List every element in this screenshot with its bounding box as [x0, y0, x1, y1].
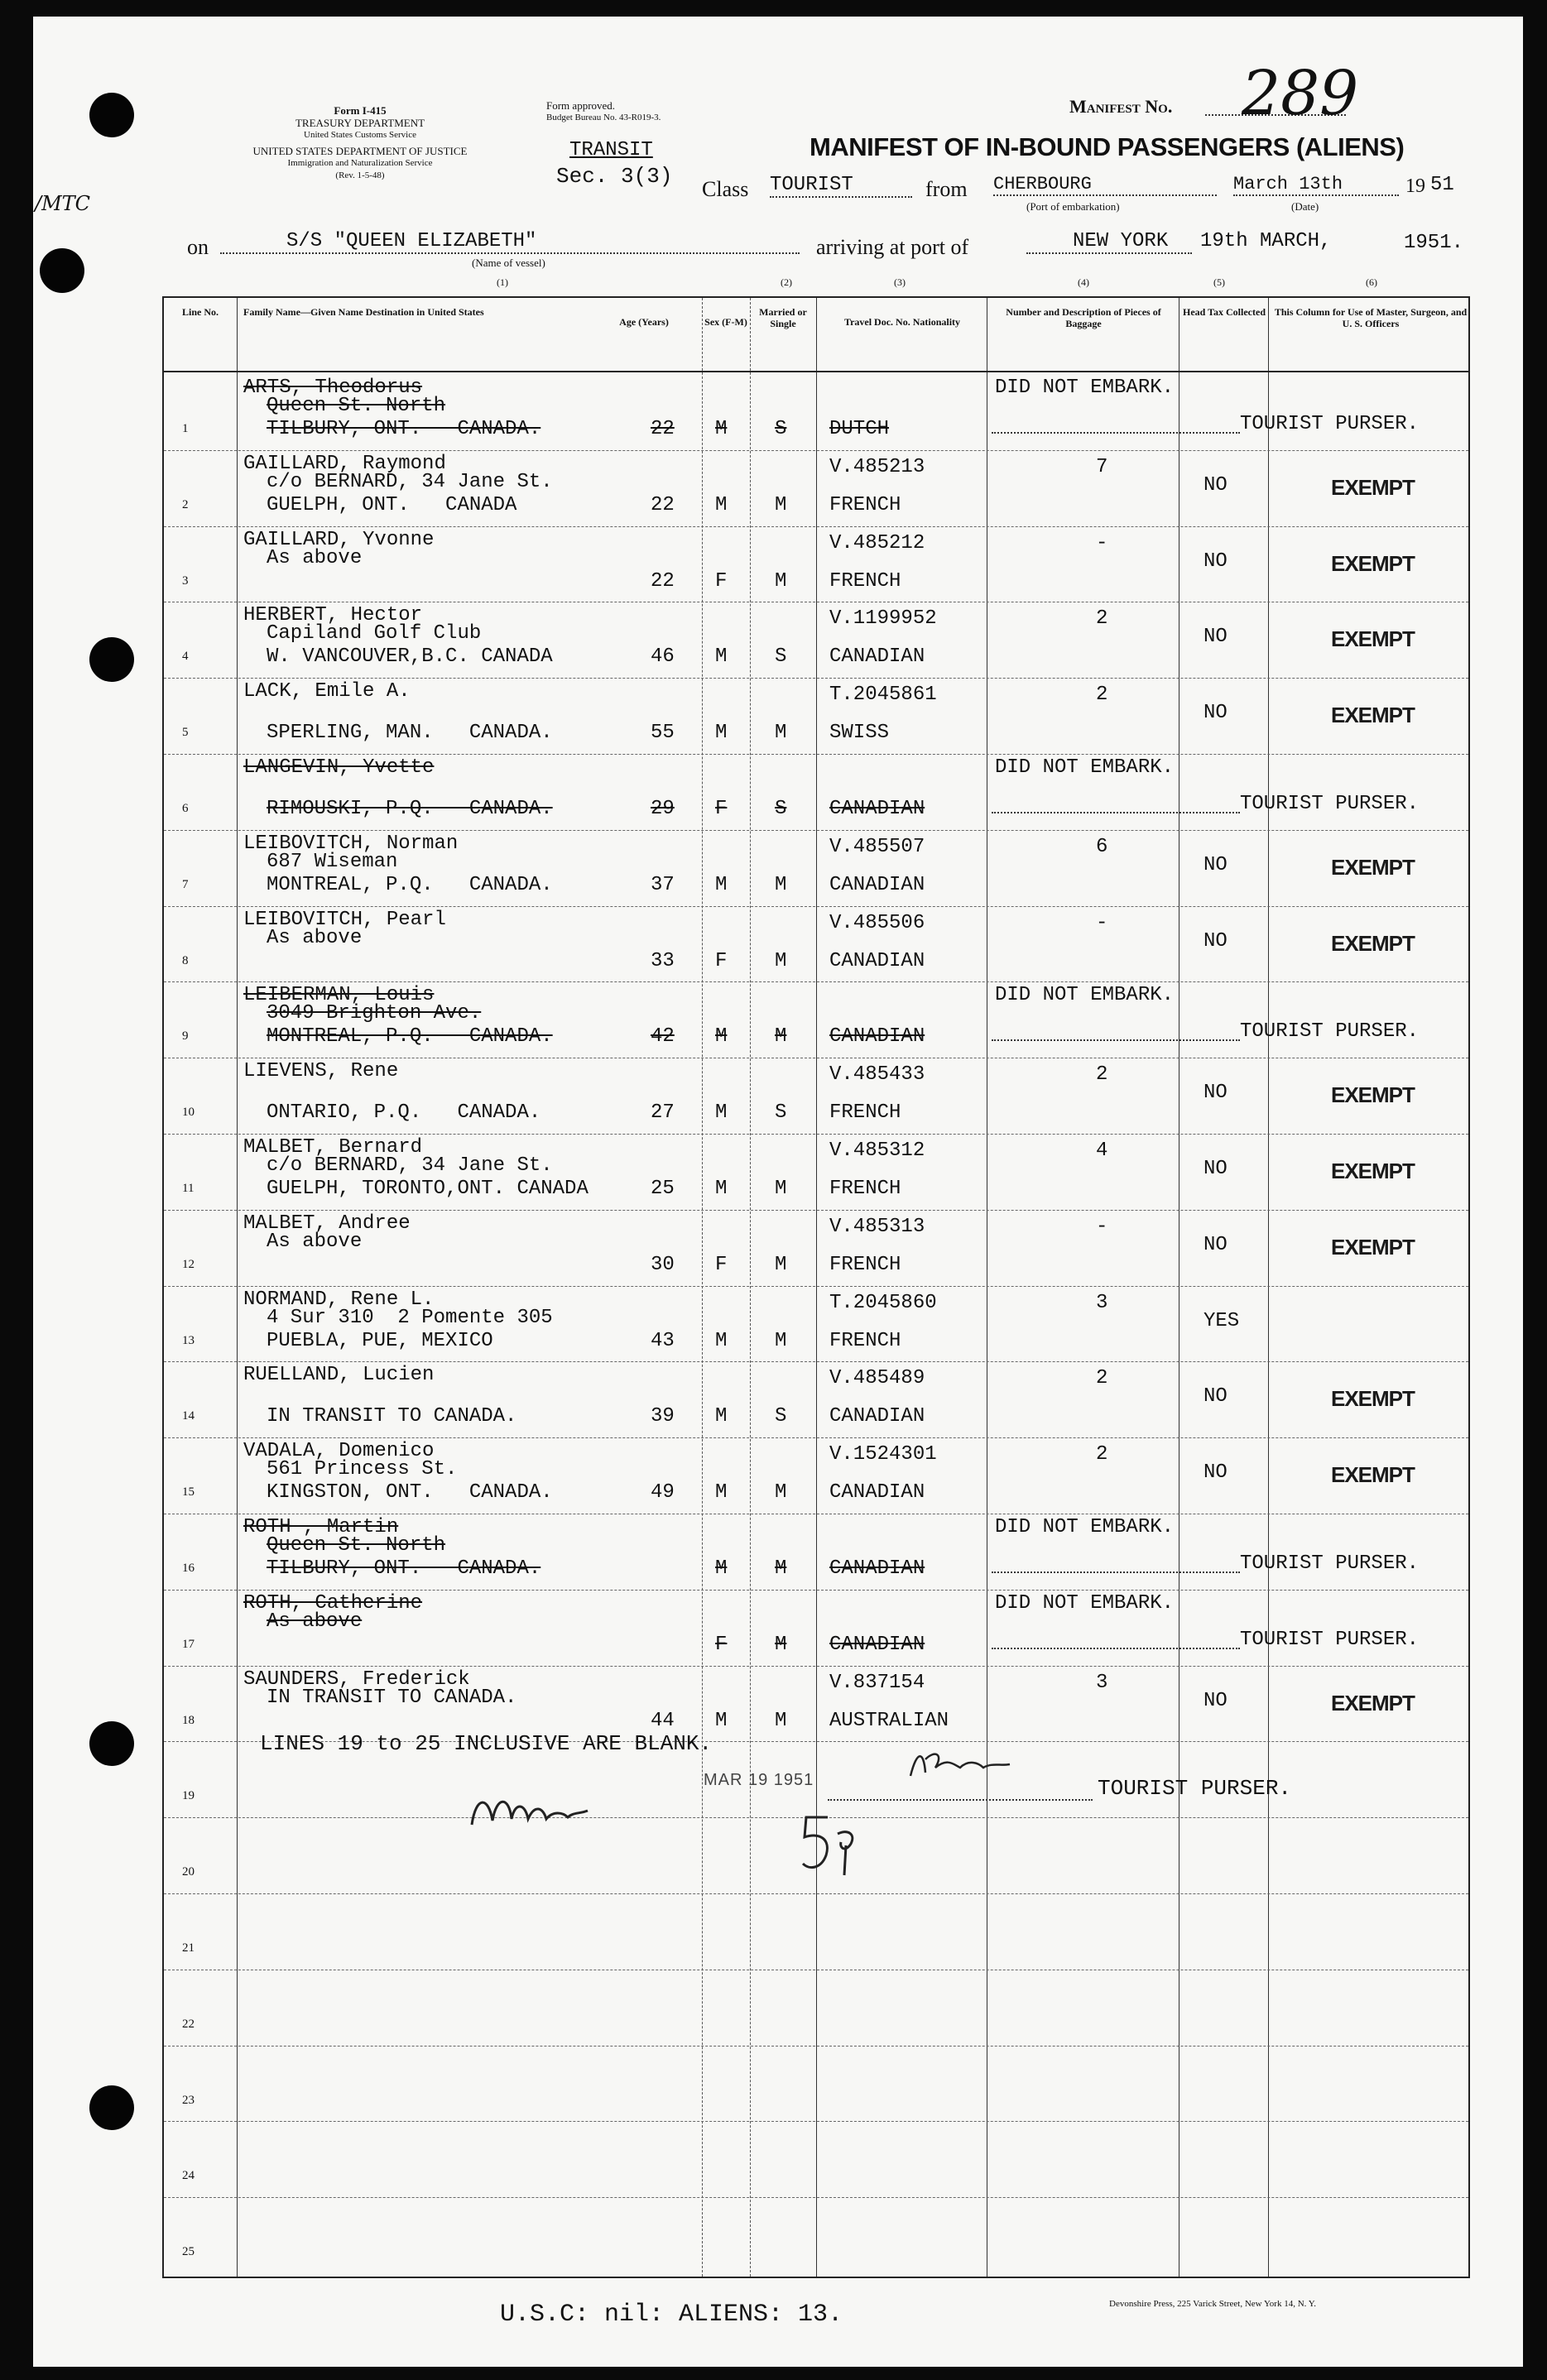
nationality: CANADIAN — [829, 873, 925, 896]
passenger-name: LANGEVIN, Yvette — [243, 756, 435, 779]
head-tax: NO — [1203, 1082, 1228, 1105]
passenger-address: As above — [267, 546, 363, 569]
passenger-sex: F — [715, 949, 728, 972]
passenger-sex: M — [715, 645, 728, 669]
passenger-address: c/o BERNARD, 34 Jane St. — [267, 470, 553, 493]
table-row — [164, 1361, 1468, 1437]
passenger-marital: M — [775, 1329, 787, 1352]
travel-doc: V.485313 — [829, 1215, 925, 1238]
passenger-name: VADALA, Domenico — [243, 1440, 435, 1463]
passenger-name: LEIBOVITCH, Pearl — [243, 908, 446, 931]
row-line-number: 7 — [182, 877, 189, 891]
colnum-5: (5) — [1213, 276, 1225, 288]
table-row — [164, 1437, 1468, 1514]
passenger-name: LACK, Emile A. — [243, 680, 411, 703]
table-row — [164, 906, 1468, 982]
head-tax: NO — [1203, 853, 1228, 876]
travel-doc: V.485507 — [829, 835, 925, 858]
transit-label: TRANSIT — [569, 139, 653, 161]
head-tax: NO — [1203, 1689, 1228, 1712]
date-value: March 13th — [1233, 174, 1399, 196]
passenger-address: 561 Princess St. — [267, 1458, 458, 1481]
form-approval — [546, 99, 795, 124]
customs-service: United States Customs Service — [304, 130, 416, 140]
head-tax: YES — [1203, 1309, 1240, 1332]
table-row — [164, 1590, 1468, 1666]
passenger-address: As above — [267, 926, 363, 949]
passenger-destination: MONTREAL, P.Q. CANADA. — [267, 873, 553, 896]
head-tax: NO — [1203, 929, 1228, 952]
passenger-destination: IN TRANSIT TO CANADA. — [267, 1405, 517, 1428]
arriving-label: arriving at port of — [816, 235, 969, 259]
passenger-name: GAILLARD, Yvonne — [243, 528, 435, 551]
table-row — [164, 1210, 1468, 1286]
passenger-sex: M — [715, 418, 728, 440]
port-value: CHERBOURG — [993, 174, 1217, 196]
form-number: Form I-415 — [334, 104, 387, 117]
passenger-age: 39 — [651, 1405, 675, 1428]
blank-row — [164, 2121, 1468, 2197]
travel-doc: T.2045861 — [829, 684, 937, 707]
passenger-destination: TILBURY, ONT. CANADA. — [267, 1557, 541, 1580]
blank-row — [164, 2197, 1468, 2273]
head-tax: NO — [1203, 702, 1228, 725]
section-label: Sec. 3(3) — [556, 164, 673, 189]
hdr-name: Family Name—Given Name Destination in United States — [243, 306, 484, 318]
binder-hole — [89, 2085, 134, 2130]
manifest-title: MANIFEST OF IN-BOUND PASSENGERS (ALIENS) — [810, 132, 1405, 161]
baggage-count: 3 — [1096, 1291, 1108, 1314]
passenger-name: LEIBOVITCH, Norman — [243, 832, 459, 855]
passenger-address: As above — [267, 1230, 363, 1253]
purser-note: TOURIST PURSER. — [1240, 1552, 1420, 1575]
nationality: CANADIAN — [829, 1481, 925, 1504]
travel-doc: V.485433 — [829, 1063, 925, 1087]
row-line-number: 19 — [182, 1789, 195, 1803]
row-line-number: 15 — [182, 1485, 195, 1499]
row-line-number: 8 — [182, 953, 189, 967]
row-line-number: 10 — [182, 1106, 195, 1120]
passenger-name: MALBET, Bernard — [243, 1136, 423, 1159]
purser-note: TOURIST PURSER. — [1240, 413, 1420, 435]
date-caption: (Date) — [1291, 200, 1319, 213]
baggage-count: 6 — [1096, 835, 1108, 858]
header-rule — [164, 371, 1468, 372]
nationality: AUSTRALIAN — [829, 1709, 949, 1732]
passenger-address: 687 Wiseman — [267, 850, 398, 873]
baggage-count: 4 — [1096, 1140, 1108, 1162]
binder-hole — [89, 637, 134, 682]
baggage-count: 2 — [1096, 1367, 1108, 1390]
row-line-number: 12 — [182, 1257, 195, 1271]
officer-stamp: EXEMPT — [1331, 1082, 1415, 1108]
passenger-address: 4 Sur 310 2 Pomente 305 — [267, 1306, 553, 1329]
budget-number: Budget Bureau No. 43-R019-3. — [546, 113, 661, 122]
nationality: FRENCH — [829, 569, 901, 593]
colnum-6: (6) — [1366, 276, 1377, 288]
baggage-count: - — [1096, 1215, 1108, 1238]
passenger-address: IN TRANSIT TO CANADA. — [267, 1686, 517, 1709]
baggage-count: 2 — [1096, 1063, 1108, 1087]
officer-stamp: EXEMPT — [1331, 703, 1415, 728]
arrival-date: 19th MARCH, — [1200, 230, 1332, 252]
not-embarked-note: DID NOT EMBARK. — [995, 377, 1175, 399]
table-row — [164, 1666, 1468, 1742]
passenger-name: MALBET, Andree — [243, 1212, 411, 1235]
row-line-number: 11 — [182, 1182, 195, 1195]
purser-note: TOURIST PURSER. — [1240, 1628, 1420, 1651]
passenger-marital: M — [775, 722, 787, 745]
row-line-number: 18 — [182, 1713, 195, 1727]
passenger-sex: M — [715, 1557, 728, 1580]
row-line-number: 21 — [182, 1941, 195, 1955]
row-line-number: 3 — [182, 573, 189, 588]
passenger-marital: M — [775, 1178, 787, 1200]
travel-doc: T.2045860 — [829, 1291, 937, 1314]
manifest-number-label: Manifest No. — [1069, 96, 1173, 117]
nationality: FRENCH — [829, 1178, 901, 1200]
passenger-marital: M — [775, 569, 787, 593]
passenger-address: Queen St. North — [267, 395, 446, 417]
row-line-number: 20 — [182, 1865, 195, 1879]
year-prefix: 19 — [1405, 175, 1425, 197]
baggage-count: - — [1096, 911, 1108, 934]
head-tax: NO — [1203, 1385, 1228, 1408]
nationality: DUTCH — [829, 418, 890, 440]
justice-dept: UNITED STATES DEPARTMENT OF JUSTICE — [252, 145, 468, 157]
officer-stamp: EXEMPT — [1331, 474, 1415, 500]
passenger-marital: S — [775, 798, 787, 820]
head-tax: NO — [1203, 1158, 1228, 1180]
passenger-destination: GUELPH, ONT. CANADA — [267, 493, 517, 516]
officer-stamp: EXEMPT — [1331, 1462, 1415, 1488]
passenger-marital: S — [775, 1101, 787, 1125]
passenger-marital: S — [775, 418, 787, 440]
hdr-sex: Sex (F-M) — [704, 316, 747, 328]
head-tax: NO — [1203, 1233, 1228, 1256]
row-line-number: 5 — [182, 726, 189, 740]
blank-lines-note: LINES 19 to 25 INCLUSIVE ARE BLANK. — [260, 1731, 713, 1756]
table-row — [164, 450, 1468, 526]
vessel-value: S/S "QUEEN ELIZABETH" — [220, 230, 800, 254]
passenger-marital: M — [775, 949, 787, 972]
printer-credit: Devonshire Press, 225 Varick Street, New York 14, N. Y. — [1109, 2299, 1317, 2309]
signature-line-19 — [828, 1799, 1093, 1801]
nationality: CANADIAN — [829, 645, 925, 669]
baggage-count: 2 — [1096, 607, 1108, 631]
received-date-stamp: MAR 19 1951 — [704, 1771, 814, 1789]
class-label: Class — [702, 177, 749, 201]
passenger-destination: KINGSTON, ONT. CANADA. — [267, 1481, 553, 1504]
table-row — [164, 754, 1468, 830]
baggage-count: 2 — [1096, 684, 1108, 707]
passenger-address: Capiland Golf Club — [267, 622, 482, 645]
row-line-number: 4 — [182, 650, 189, 664]
passenger-name: ROTH , Martin — [243, 1516, 399, 1538]
passenger-age: 44 — [651, 1709, 675, 1732]
table-row — [164, 526, 1468, 602]
table-row — [164, 678, 1468, 754]
officer-stamp: EXEMPT — [1331, 1234, 1415, 1260]
passenger-address: As above — [267, 1610, 363, 1633]
row-line-number: 9 — [182, 1029, 189, 1044]
passenger-address: 3049 Brighton Ave. — [267, 1002, 482, 1025]
passenger-address: c/o BERNARD, 34 Jane St. — [267, 1154, 553, 1177]
passenger-sex: M — [715, 1481, 728, 1504]
arrival-year: 1951. — [1404, 232, 1464, 254]
colnum-3: (3) — [894, 276, 906, 288]
passenger-sex: F — [715, 1253, 728, 1276]
officer-stamp: EXEMPT — [1331, 550, 1415, 576]
row-line-number: 6 — [182, 802, 189, 815]
nationality: CANADIAN — [829, 1405, 925, 1428]
port-caption: (Port of embarkation) — [1026, 200, 1120, 213]
signature-dotline — [992, 1039, 1240, 1041]
passenger-age: 22 — [651, 493, 675, 516]
passenger-destination: TILBURY, ONT. CANADA. — [267, 418, 541, 440]
table-row — [164, 1134, 1468, 1210]
purser-19: TOURIST PURSER. — [1098, 1776, 1292, 1801]
table-row — [164, 602, 1468, 678]
colnum-1: (1) — [497, 276, 508, 288]
passenger-name: LEIBERMAN, Louis — [243, 984, 435, 1007]
passenger-sex: M — [715, 1329, 728, 1352]
travel-doc: V.485489 — [829, 1367, 925, 1390]
on-label: on — [187, 235, 209, 259]
table-row — [164, 374, 1468, 450]
passenger-age: 22 — [651, 569, 675, 593]
arrival-port: NEW YORK — [1026, 230, 1192, 254]
purser-signature-19 — [902, 1743, 1026, 1784]
baggage-count: 7 — [1096, 455, 1108, 478]
row-line-number: 16 — [182, 1562, 195, 1575]
not-embarked-note: DID NOT EMBARK. — [995, 1516, 1175, 1538]
row-line-number: 25 — [182, 2245, 195, 2259]
passenger-age: 37 — [651, 873, 675, 896]
passenger-sex: M — [715, 1025, 728, 1048]
baggage-count: - — [1096, 531, 1108, 554]
passenger-address: Queen St. North — [267, 1534, 446, 1557]
passenger-age: 29 — [651, 798, 675, 820]
nationality: FRENCH — [829, 1101, 901, 1125]
nationality: CANADIAN — [829, 1633, 925, 1656]
passenger-marital: M — [775, 1481, 787, 1504]
signature-dotline — [992, 432, 1240, 434]
signature-dotline — [992, 1571, 1240, 1573]
passenger-sex: M — [715, 873, 728, 896]
head-tax: NO — [1203, 1461, 1228, 1485]
head-tax: NO — [1203, 549, 1228, 573]
passenger-sex: F — [715, 798, 728, 820]
nationality: CANADIAN — [829, 798, 925, 820]
passenger-age: 46 — [651, 645, 675, 669]
passenger-age: 27 — [651, 1101, 675, 1125]
passenger-marital: S — [775, 645, 787, 669]
hdr-travel: Travel Doc. No. Nationality — [843, 316, 961, 328]
blank-row — [164, 2046, 1468, 2122]
binder-hole — [89, 1721, 134, 1766]
handwritten-mark — [795, 1809, 869, 1883]
passenger-name: RUELLAND, Lucien — [243, 1364, 435, 1387]
officer-stamp: EXEMPT — [1331, 854, 1415, 880]
hdr-baggage: Number and Description of Pieces of Baggage — [1006, 306, 1161, 329]
purser-note: TOURIST PURSER. — [1240, 793, 1420, 815]
passenger-name: NORMAND, Rene L. — [243, 1288, 435, 1311]
passenger-age: 25 — [651, 1178, 675, 1200]
nationality: SWISS — [829, 722, 890, 745]
table-row — [164, 830, 1468, 906]
binder-hole — [89, 93, 134, 137]
head-tax: NO — [1203, 473, 1228, 497]
passenger-destination: MONTREAL, P.Q. CANADA. — [267, 1025, 553, 1048]
form-revision: (Rev. 1-5-48) — [335, 170, 385, 180]
hdr-headtax: Head Tax Collected — [1182, 306, 1266, 318]
from-label: from — [925, 177, 968, 201]
travel-doc: V.485212 — [829, 531, 925, 554]
form-header-left — [174, 104, 546, 182]
passenger-age: 49 — [651, 1481, 675, 1504]
passenger-name: LIEVENS, Rene — [243, 1060, 399, 1083]
hdr-married: Married or Single — [759, 306, 807, 329]
passenger-marital: S — [775, 1405, 787, 1428]
not-embarked-note: DID NOT EMBARK. — [995, 756, 1175, 779]
travel-doc: V.1524301 — [829, 1443, 937, 1466]
ins-service: Immigration and Naturalization Service — [287, 158, 433, 168]
table-row — [164, 981, 1468, 1058]
passenger-sex: M — [715, 1101, 728, 1125]
passenger-sex: M — [715, 1405, 728, 1428]
passenger-marital: M — [775, 1633, 787, 1656]
passenger-sex: F — [715, 1633, 728, 1656]
passenger-marital: M — [775, 1709, 787, 1732]
passenger-marital: M — [775, 1025, 787, 1048]
passenger-marital: M — [775, 873, 787, 896]
row-line-number: 17 — [182, 1637, 195, 1651]
passenger-destination: W. VANCOUVER,B.C. CANADA — [267, 645, 553, 669]
travel-doc: V.485312 — [829, 1140, 925, 1162]
table-row — [164, 1286, 1468, 1362]
travel-doc: V.1199952 — [829, 607, 937, 631]
baggage-count: 2 — [1096, 1443, 1108, 1466]
passenger-name: GAILLARD, Raymond — [243, 452, 446, 475]
row-line-number: 1 — [182, 422, 189, 435]
signature-dotline — [992, 812, 1240, 813]
hdr-officers: This Column for Use of Master, Surgeon, and U. S. Officers — [1274, 306, 1468, 329]
passenger-table — [162, 296, 1470, 2278]
nationality: CANADIAN — [829, 949, 925, 972]
passenger-destination: GUELPH, TORONTO,ONT. CANADA — [267, 1178, 589, 1200]
passenger-age: 30 — [651, 1253, 675, 1276]
passenger-name: SAUNDERS, Frederick — [243, 1667, 470, 1691]
row-line-number: 24 — [182, 2169, 195, 2183]
hdr-age: Age (Years) — [619, 316, 669, 328]
inspector-signature — [464, 1779, 596, 1837]
passenger-sex: M — [715, 1178, 728, 1200]
passenger-age: 55 — [651, 722, 675, 745]
vessel-caption: (Name of vessel) — [472, 257, 545, 269]
officer-stamp: EXEMPT — [1331, 1386, 1415, 1412]
passenger-age: 42 — [651, 1025, 675, 1048]
passenger-name: ARTS, Theodorus — [243, 377, 423, 399]
table-row — [164, 1514, 1468, 1590]
passenger-destination: SPERLING, MAN. CANADA. — [267, 722, 553, 745]
class-value: TOURIST — [770, 174, 912, 198]
row-line-number: 14 — [182, 1409, 195, 1423]
passenger-name: ROTH, Catherine — [243, 1591, 423, 1615]
manifest-number: 289 — [1242, 58, 1359, 129]
footer-summary: U.S.C: nil: ALIENS: 13. — [500, 2301, 843, 2329]
officer-stamp: EXEMPT — [1331, 1159, 1415, 1183]
head-tax: NO — [1203, 626, 1228, 649]
passenger-marital: M — [775, 1253, 787, 1276]
binder-hole — [40, 248, 84, 293]
nationality: FRENCH — [829, 1253, 901, 1276]
passenger-marital: M — [775, 493, 787, 516]
row-line-number: 13 — [182, 1333, 195, 1347]
colnum-4: (4) — [1078, 276, 1089, 288]
side-note: /MTC — [35, 192, 91, 215]
not-embarked-note: DID NOT EMBARK. — [995, 1591, 1175, 1615]
colnum-2: (2) — [781, 276, 792, 288]
row-line-number: 22 — [182, 2017, 195, 2031]
passenger-destination: PUEBLA, PUE, MEXICO — [267, 1329, 493, 1352]
year-value: 51 — [1430, 174, 1454, 196]
nationality: FRENCH — [829, 1329, 901, 1352]
nationality: CANADIAN — [829, 1025, 925, 1048]
not-embarked-note: DID NOT EMBARK. — [995, 984, 1175, 1007]
officer-stamp: EXEMPT — [1331, 626, 1415, 652]
signature-dotline — [992, 1648, 1240, 1649]
passenger-sex: M — [715, 722, 728, 745]
travel-doc: V.485506 — [829, 911, 925, 934]
purser-note: TOURIST PURSER. — [1240, 1020, 1420, 1044]
passenger-name: HERBERT, Hector — [243, 604, 423, 627]
officer-stamp: EXEMPT — [1331, 930, 1415, 956]
blank-row — [164, 1893, 1468, 1970]
row-line-number: 2 — [182, 497, 189, 511]
table-row — [164, 1058, 1468, 1134]
hdr-line-no: Line No. — [181, 306, 219, 318]
passenger-destination: RIMOUSKI, P.Q. CANADA. — [267, 798, 553, 820]
passenger-age: 43 — [651, 1329, 675, 1352]
travel-doc: V.485213 — [829, 455, 925, 478]
blank-row — [164, 1970, 1468, 2046]
treasury-dept: TREASURY DEPARTMENT — [295, 117, 425, 129]
baggage-count: 3 — [1096, 1671, 1108, 1694]
passenger-age: 22 — [651, 418, 675, 440]
passenger-destination: ONTARIO, P.Q. CANADA. — [267, 1101, 541, 1125]
row-line-number: 23 — [182, 2093, 195, 2107]
passenger-age: 33 — [651, 949, 675, 972]
passenger-sex: M — [715, 493, 728, 516]
travel-doc: V.837154 — [829, 1671, 925, 1694]
officer-stamp: EXEMPT — [1331, 1690, 1415, 1715]
passenger-marital: M — [775, 1557, 787, 1580]
nationality: CANADIAN — [829, 1557, 925, 1580]
nationality: FRENCH — [829, 493, 901, 516]
passenger-sex: M — [715, 1709, 728, 1732]
approval-text: Form approved. — [546, 99, 616, 112]
passenger-sex: F — [715, 569, 728, 593]
